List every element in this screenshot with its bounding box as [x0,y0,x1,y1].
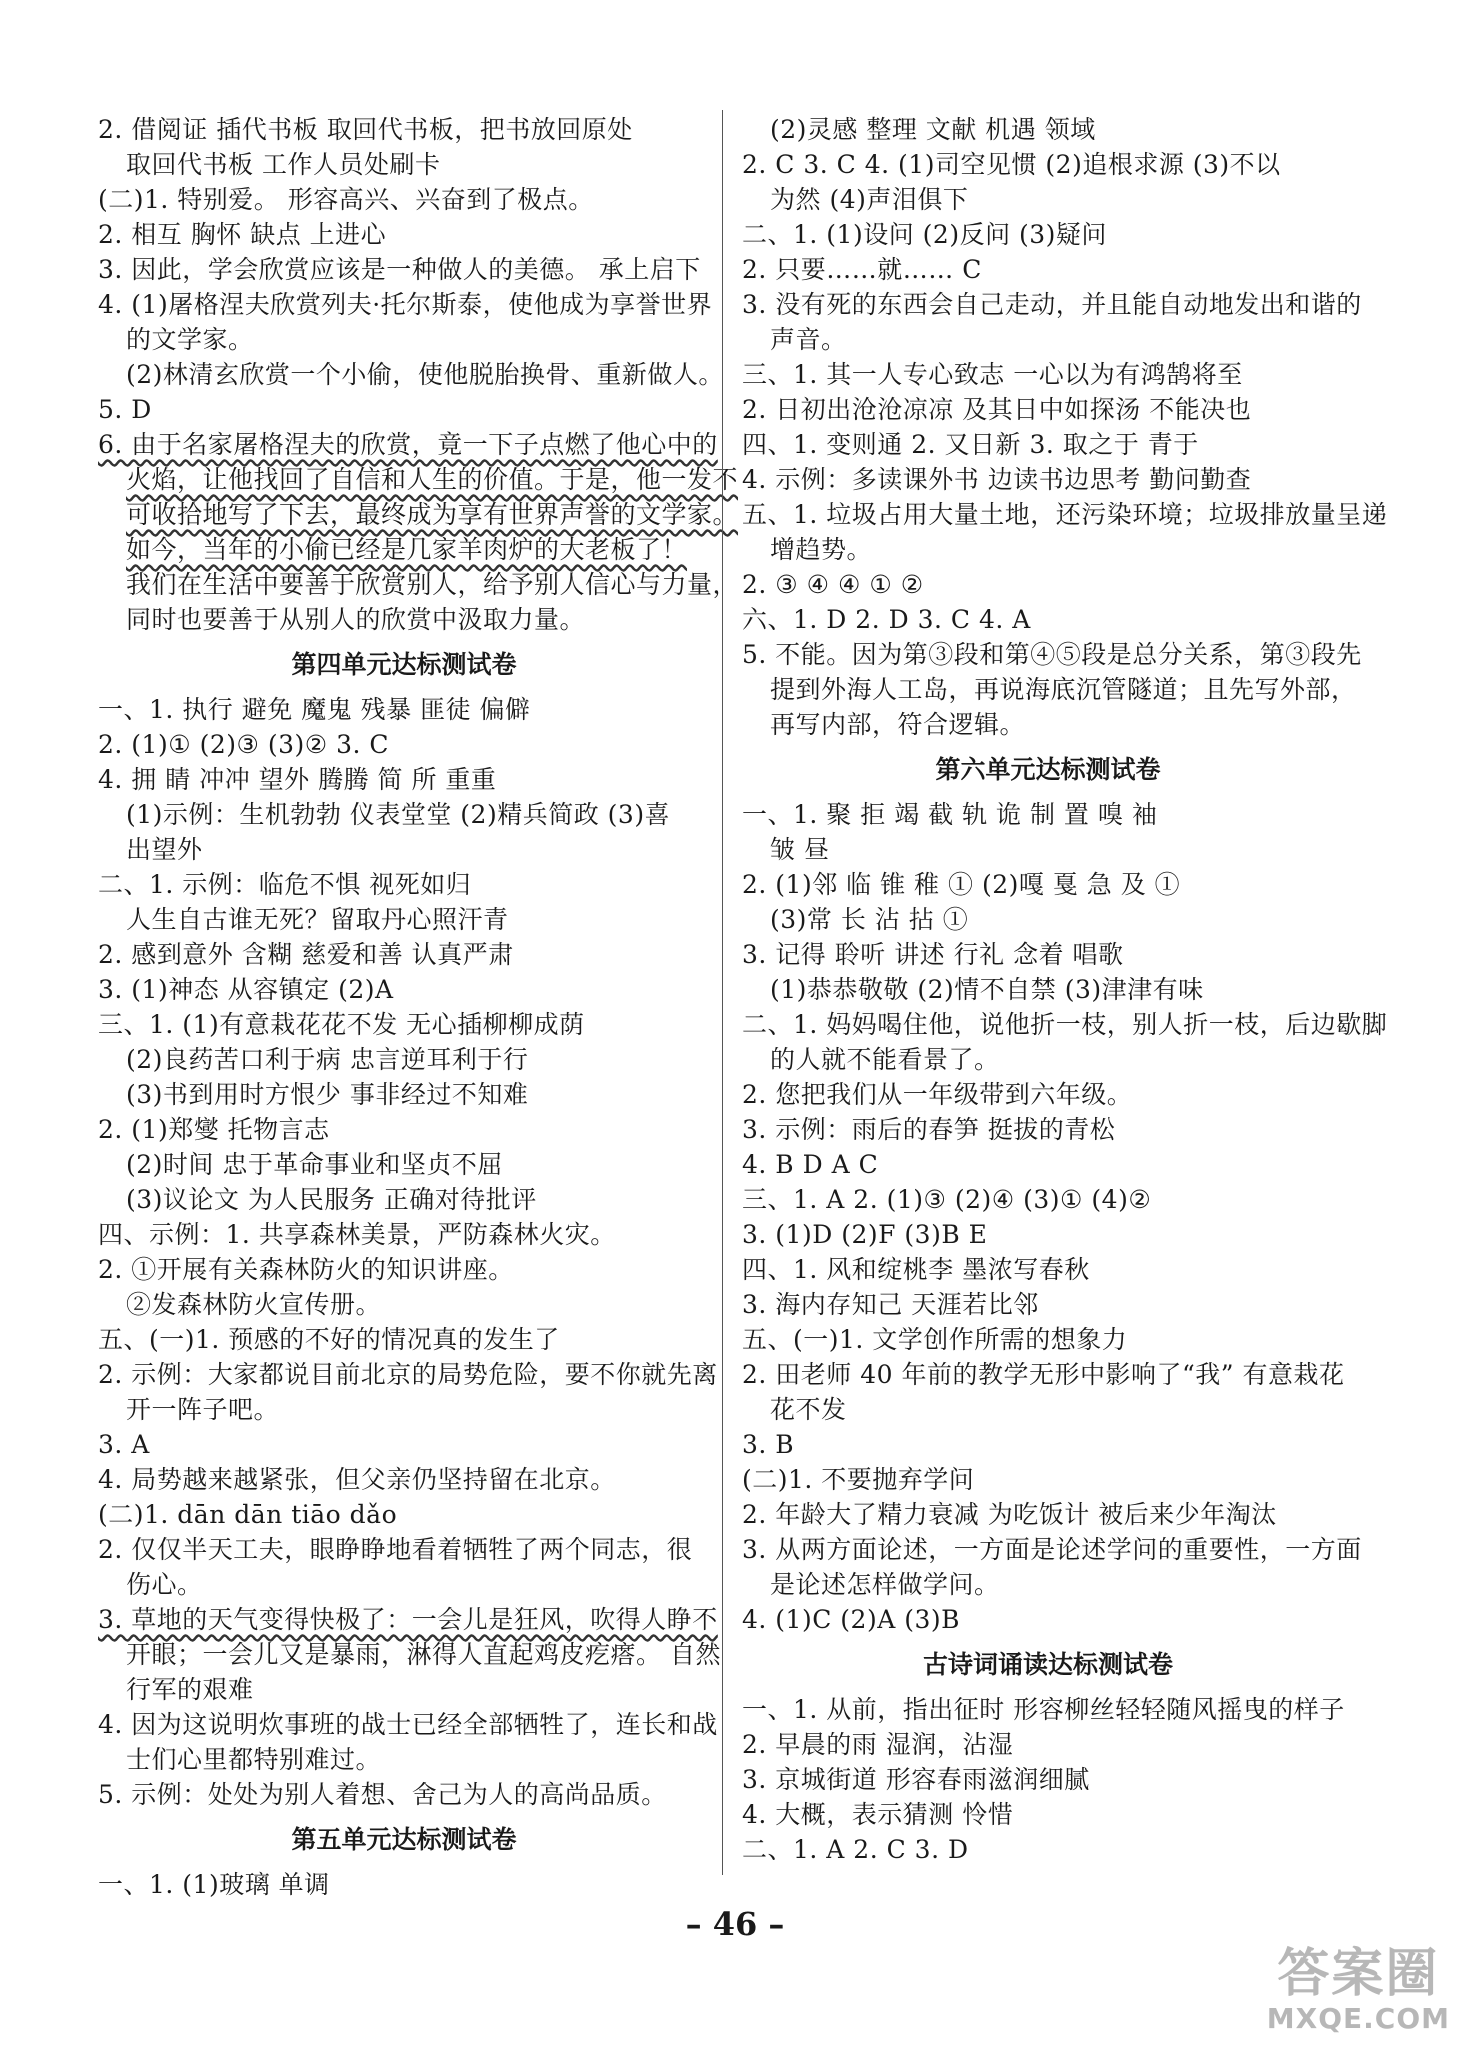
answer-line: (2)时间 忠于革命事业和坚贞不屈 [126,1150,503,1179]
answer-line: 五、(一)1. 文学创作所需的想象力 [742,1325,1128,1354]
answer-line: (3)议论文 为人民服务 正确对待批评 [126,1185,537,1214]
answer-line: 取回代书板 工作人员处刷卡 [126,150,441,179]
answer-line: 3. 没有死的东西会自己走动，并且能自动地发出和谐的 [742,290,1362,319]
answer-line: 4. (1)屠格涅夫欣赏列夫·托尔斯泰，使他成为享誉世界 [98,290,713,319]
answer-line: 6. 由于名家屠格涅夫的欣赏，竟一下子点燃了他心中的 [98,430,718,459]
watermark-url: MXQE.COM [1266,2002,1450,2035]
answer-line: 4. B D A C [742,1150,879,1179]
answer-line: 2. (1)郑燮 托物言志 [98,1115,330,1144]
answer-line: 3. A [98,1430,150,1459]
answer-line: (3)常 长 沾 拈 ① [770,905,969,934]
answer-line: 3. (1)D (2)F (3)B E [742,1220,988,1249]
watermark-logo: 答案圈 [1277,1944,1440,2004]
answer-line: 是论述怎样做学问。 [770,1570,1000,1599]
answer-line: 火焰，让他找回了自信和人生的价值。于是，他一发不 [126,465,739,494]
answer-line: 3. 因此，学会欣赏应该是一种做人的美德。 承上启下 [98,255,701,284]
answer-line: 伤心。 [126,1570,203,1599]
right-column [742,112,1388,1867]
answer-line: 三、1. 其一人专心致志 一心以为有鸿鹄将至 [742,360,1243,389]
answer-line: (二)1. dān dān tiāo dǎo [98,1500,398,1529]
answer-line: (2)林清玄欣赏一个小偷，使他脱胎换骨、重新做人。 [126,360,724,389]
section-heading: 第五单元达标测试卷 [291,1825,517,1854]
answer-line: 开眼；一会儿又是暴雨，淋得人直起鸡皮疙瘩。 自然 [126,1640,721,1669]
answer-line: 4. (1)C (2)A (3)B [742,1605,960,1634]
answer-line: 可收拾地写了下去，最终成为享有世界声誉的文学家。 [126,500,739,529]
page-number: – 46 – [685,1905,785,1943]
answer-line: 3. 从两方面论述，一方面是论述学问的重要性，一方面 [742,1535,1362,1564]
answer-line: 五、1. 垃圾占用大量土地，还污染环境；垃圾排放量呈递 [742,500,1388,529]
answer-line: 六、1. D 2. D 3. C 4. A [742,605,1031,634]
answer-line: 2. ①开展有关森林防火的知识讲座。 [98,1255,514,1284]
answer-line: 2. 年龄大了精力衰减 为吃饭计 被后来少年淘汰 [742,1500,1277,1529]
answer-line: 4. 大概，表示猜测 怜惜 [742,1800,1014,1829]
answer-line: 声音。 [770,325,847,354]
column-divider [722,110,723,1875]
answer-line: 2. 只要……就…… C [742,255,982,284]
answer-line: 一、1. 从前，指出征时 形容柳丝轻轻随风摇曳的样子 [742,1695,1345,1724]
answer-line: 一、1. (1)玻璃 单调 [98,1870,330,1899]
answer-line: 3. 记得 聆听 讲述 行礼 念着 唱歌 [742,940,1124,969]
answer-line: 我们在生活中要善于欣赏别人，给予别人信心与力量， [126,570,739,599]
answer-line: 3. 草地的天气变得快极了：一会儿是狂风，吹得人睁不 [98,1605,718,1634]
answer-line: 增趋势。 [770,535,873,564]
answer-line: 一、1. 执行 避免 魔鬼 残暴 匪徒 偏僻 [98,695,531,724]
answer-line: (二)1. 不要抛弃学问 [742,1465,975,1494]
answer-line: 为然 (4)声泪俱下 [770,185,969,214]
answer-line: 2. C 3. C 4. (1)司空见惯 (2)追根求源 (3)不以 [742,150,1281,179]
answer-line: 四、1. 变则通 2. 又日新 3. 取之于 青于 [742,430,1199,459]
answer-line: 4. 示例：多读课外书 边读书边思考 勤问勤查 [742,465,1252,494]
answer-line: (2)灵感 整理 文献 机遇 领域 [770,115,1096,144]
answer-line: 2. 感到意外 含糊 慈爱和善 认真严肃 [98,940,514,969]
answer-line: 一、1. 聚 拒 竭 截 轨 诡 制 置 嗅 袖 [742,800,1158,829]
answer-line: 2. ③ ④ ④ ① ② [742,570,924,599]
answer-line: 二、1. 妈妈喝住他，说他折一枝，别人折一枝，后边歇脚 [742,1010,1388,1039]
answer-line: 提到外海人工岛，再说海底沉管隧道；且先写外部， [770,675,1357,704]
answer-line: 行军的艰难 [126,1675,254,1704]
section-heading: 第六单元达标测试卷 [935,755,1161,784]
answer-line: 2. 日初出沧沧凉凉 及其日中如探汤 不能决也 [742,395,1252,424]
answer-line: 2. 示例：大家都说目前北京的局势危险，要不你就先离 [98,1360,718,1389]
answer-line: 如今，当年的小偷已经是几家羊肉炉的大老板了！ [126,535,688,564]
answer-line: 2. 借阅证 插代书板 取回代书板，把书放回原处 [98,115,633,144]
answer-line: ②发森林防火宣传册。 [126,1290,382,1319]
answer-line: 再写内部，符合逻辑。 [770,710,1026,739]
answer-line: 二、1. 示例：临危不惧 视死如归 [98,870,472,899]
answer-line: 5. 不能。因为第③段和第④⑤段是总分关系，第③段先 [742,640,1362,669]
answer-line: 士们心里都特别难过。 [126,1745,382,1774]
answer-line: 的文学家。 [126,325,254,354]
answer-line: 2. 田老师 40 年前的教学无形中影响了“我” 有意栽花 [742,1360,1345,1389]
answer-line: 五、(一)1. 预感的不好的情况真的发生了 [98,1325,560,1354]
section-heading: 第四单元达标测试卷 [291,650,517,679]
answer-line: (二)1. 特别爱。 形容高兴、兴奋到了极点。 [98,185,594,214]
answer-line: 3. B [742,1430,795,1459]
answer-line: 4. 局势越来越紧张，但父亲仍坚持留在北京。 [98,1465,616,1494]
answer-line: (2)良药苦口利于病 忠言逆耳利于行 [126,1045,529,1074]
answer-line: 出望外 [126,835,203,864]
answer-line: 二、1. (1)设问 (2)反问 (3)疑问 [742,220,1107,249]
answer-line: (3)书到用时方恨少 事非经过不知难 [126,1080,529,1109]
answer-line: 5. D [98,395,152,424]
answer-line: 人生自古谁无死？留取丹心照汗青 [126,905,509,934]
answer-line: 四、1. 风和绽桃李 墨浓写春秋 [742,1255,1090,1284]
answer-line: 2. 早晨的雨 湿润，沾湿 [742,1730,1014,1759]
left-column [98,112,739,1902]
answer-line: 三、1. A 2. (1)③ (2)④ (3)① (4)② [742,1185,1152,1214]
answer-line: 同时也要善于从别人的欣赏中汲取力量。 [126,605,586,634]
watermark [1267,1946,1450,2035]
answer-line: 2. 相互 胸怀 缺点 上进心 [98,220,387,249]
answer-line: 三、1. (1)有意栽花花不发 无心插柳柳成荫 [98,1010,585,1039]
answer-line: 2. (1)① (2)③ (3)② 3. C [98,730,390,759]
section-heading: 古诗词诵读达标测试卷 [922,1650,1173,1679]
answer-line: 开一阵子吧。 [126,1395,280,1424]
answer-line: 3. 示例：雨后的春笋 挺拔的青松 [742,1115,1116,1144]
answer-line: 3. (1)神态 从容镇定 (2)A [98,975,394,1004]
answer-line: 5. 示例：处处为别人着想、舍己为人的高尚品质。 [98,1780,667,1809]
answer-line: 4. 拥 睛 冲冲 望外 腾腾 简 所 重重 [98,765,497,794]
answer-line: 四、示例：1. 共享森林美景，严防森林火灾。 [98,1220,616,1249]
answer-line: 二、1. A 2. C 3. D [742,1835,969,1864]
answer-line: 2. 您把我们从一年级带到六年级。 [742,1080,1133,1109]
answer-line: (1)恭恭敬敬 (2)情不自禁 (3)津津有味 [770,975,1204,1004]
answer-line: 3. 京城街道 形容春雨滋润细腻 [742,1765,1090,1794]
answer-line: 3. 海内存知己 天涯若比邻 [742,1290,1039,1319]
answer-line: 的人就不能看景了。 [770,1045,1000,1074]
answer-line: (1)示例：生机勃勃 仪表堂堂 (2)精兵简政 (3)喜 [126,800,671,829]
answer-line: 2. (1)邻 临 锥 稚 ① (2)嘎 戛 急 及 ① [742,870,1181,899]
answer-line: 皱 昼 [770,835,830,864]
answer-line: 4. 因为这说明炊事班的战士已经全部牺牲了，连长和战 [98,1710,718,1739]
answer-line: 2. 仅仅半天工夫，眼睁睁地看着牺牲了两个同志，很 [98,1535,693,1564]
answer-line: 花不发 [770,1395,847,1424]
